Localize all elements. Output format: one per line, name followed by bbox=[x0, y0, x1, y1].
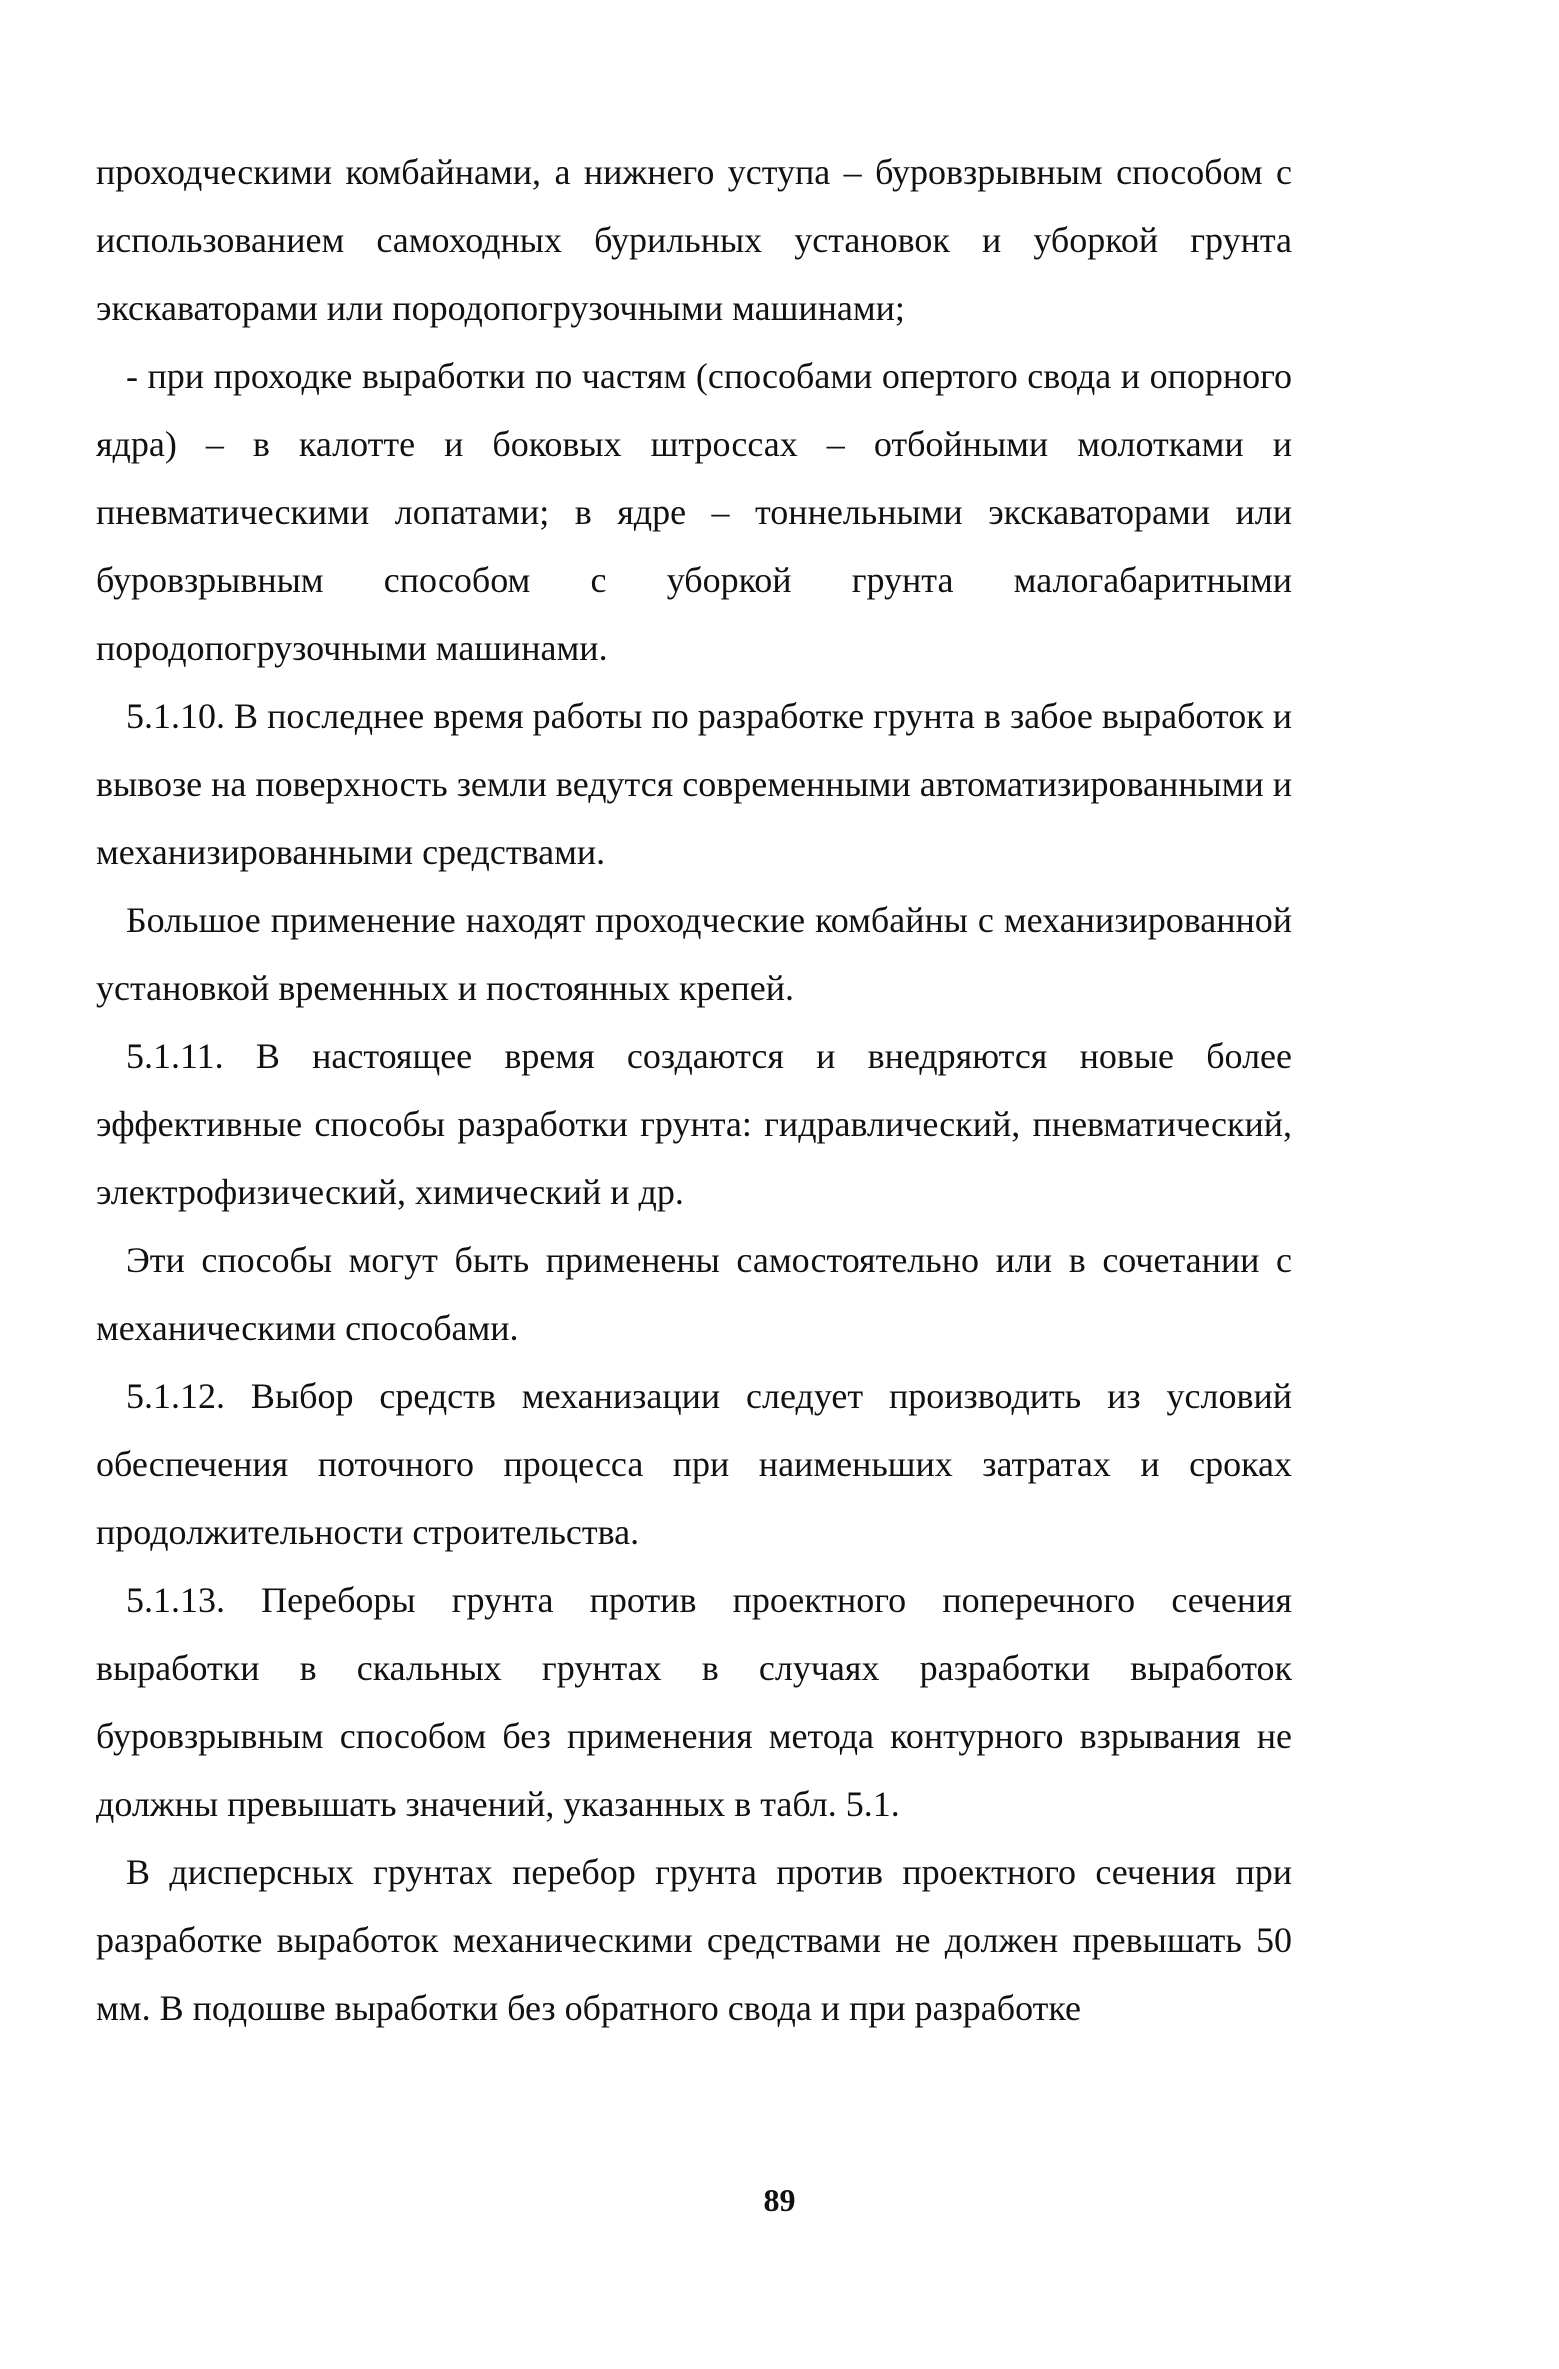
page-number: 89 bbox=[763, 2182, 796, 2218]
paragraph-bullet-parts: - при проходке выработки по частям (способами опертого свода и опорного ядра) – в калотте и боковых штроссах – отбойными молотками и пневматическими лопатами; в ядре – тоннельными экскаваторами или буровзрывным способом с уборкой грунта малогабаритными породопогрузочными машинами. bbox=[96, 356, 1292, 668]
paragraph-methods-combination: Эти способы могут быть применены самостоятельно или в сочетании с механическими способами. bbox=[96, 1240, 1292, 1348]
paragraph-clause-5-1-11: 5.1.11. В настоящее время создаются и внедряются новые более эффективные способы разработки грунта: гидравлический, пневматический, электрофизический, химический и др. bbox=[96, 1036, 1292, 1212]
paragraph-combines-use: Большое применение находят проходческие комбайны с механизированной установкой временных и постоянных крепей. bbox=[96, 900, 1292, 1008]
paragraph-clause-5-1-13: 5.1.13. Переборы грунта против проектного поперечного сечения выработки в скальных грунтах в случаях разработки выработок буровзрывным способом без применения метода контурного взрывания не должны превышать значений, указанных в табл. 5.1. bbox=[96, 1580, 1292, 1824]
paragraph-clause-5-1-10: 5.1.10. В последнее время работы по разработке грунта в забое выработок и вывозе на поверхность земли ведутся современными автоматизированными и механизированными средствами. bbox=[96, 696, 1292, 872]
body-text bbox=[96, 138, 1292, 2042]
paragraph-dispersed-soils: В дисперсных грунтах перебор грунта против проектного сечения при разработке выработок механическими средствами не должен превышать 50 мм. В подошве выработки без обратного свода и при разработке bbox=[96, 1852, 1292, 2028]
paragraph-continuation: проходческими комбайнами, а нижнего уступа – буровзрывным способом с использованием самоходных бурильных установок и уборкой грунта экскаваторами или породопогрузочными машинами; bbox=[96, 152, 1292, 328]
paragraph-clause-5-1-12: 5.1.12. Выбор средств механизации следует производить из условий обеспечения поточного процесса при наименьших затратах и сроках продолжительности строительства. bbox=[96, 1376, 1292, 1552]
